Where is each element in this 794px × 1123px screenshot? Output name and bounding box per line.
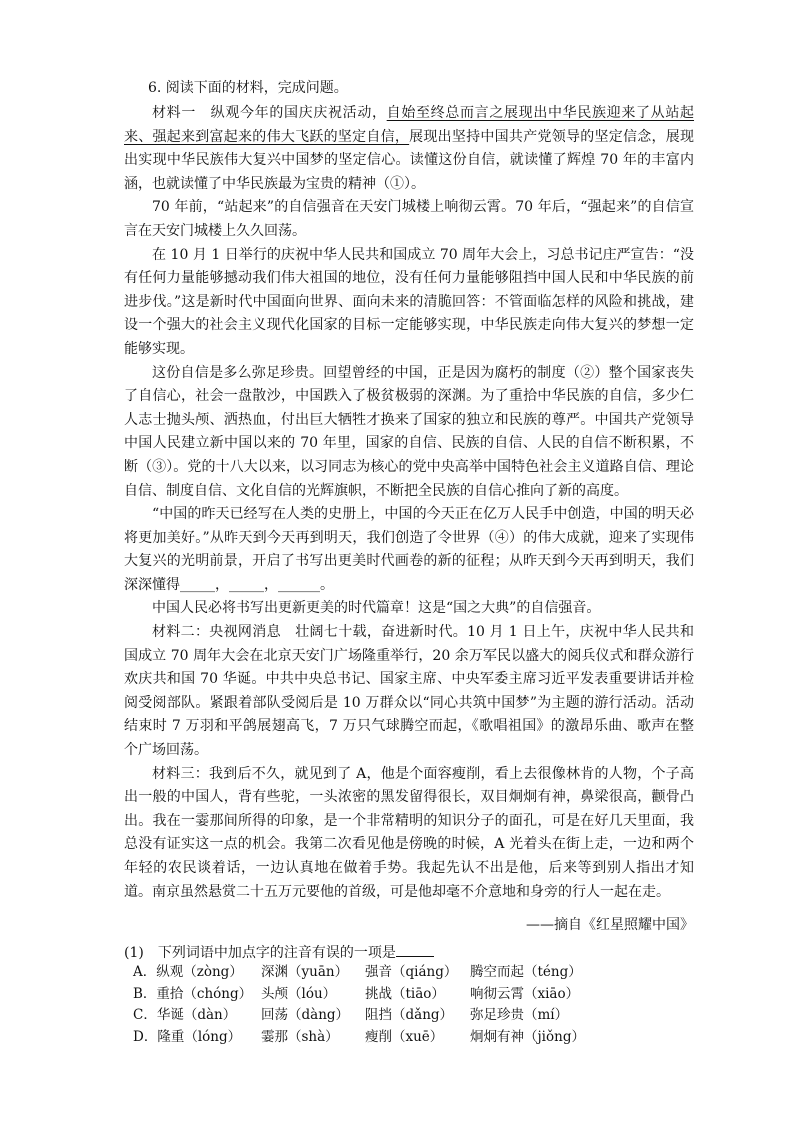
question-title: 6. 阅读下面的材料，完成问题。 — [148, 80, 348, 96]
source-citation: ——摘自《红星照耀中国》 — [526, 917, 694, 933]
option-word: 隆重（lóng） — [157, 1028, 242, 1045]
option-d-item-3: 瘦削（xuē） — [365, 1028, 444, 1045]
option-d-item-1 — [133, 1027, 261, 1049]
option-c-item-2: 回荡（dàng） — [261, 1007, 350, 1023]
material-1-paragraph-3: 在 10 月 1 日举行的庆祝中华人民共和国成立 70 周年大会上，习总书记庄严宣告：“没有任何力量能够撼动我们伟大祖国的地位，没有任何力量能够阻挡中国人民和中华民族的前进步伐。”这是新时代中国面向世界、面向未来的清脆回答：不管面临怎样的风险和挑战，建设一个强大的社会主义现代化国家的目标一定能够实现，中华民族走向伟大复兴的梦想一定能够实现。 — [124, 246, 694, 357]
material-1-paragraph-6: 中国人民必将书写出更新更美的时代篇章！这是“国之大典”的自信强音。 — [152, 600, 601, 617]
option-letter: D． — [133, 1028, 158, 1045]
subquestion-1 — [124, 942, 434, 964]
answer-blank[interactable] — [396, 942, 434, 957]
option-word: 纵观（zòng） — [156, 964, 243, 980]
option-d-item-2: 霎那（shà） — [261, 1028, 339, 1045]
option-c-item-1 — [133, 1005, 261, 1027]
option-b[interactable] — [133, 984, 585, 1006]
option-letter: C． — [133, 1007, 157, 1023]
option-c-item-3: 阻挡（dǎng） — [365, 1007, 454, 1023]
option-a-item-4: 腾空而起（téng） — [470, 964, 582, 980]
underlined-sentence: 自始至终总而言之展现出中华民族迎来了从站起来、强起来到富起来的伟大飞跃的坚定自信， — [124, 105, 695, 145]
option-a-item-2: 深渊（yuān） — [261, 964, 349, 980]
option-a-item-1 — [133, 962, 261, 984]
option-word: 华诞（dàn） — [156, 1007, 237, 1023]
option-letter: B． — [133, 985, 157, 1002]
option-word: 重拾（chóng） — [156, 985, 253, 1002]
material-1-rest: 展现出坚持中国共产党领导的坚定信念，展现出实现中华民族伟大复兴中国梦的坚定信心。读懂这份自信，就读懂了辉煌 70 年的丰富内涵，也就读懂了中华民族最为宝贵的精神（①）。 — [124, 128, 695, 192]
material-1-paragraph-4: 这份自信是多么弥足珍贵。回望曾经的中国，正是因为腐朽的制度（②）整个国家丧失了自信心，社会一盘散沙，中国跌入了极贫极弱的深渊。为了重拾中华民族的自信，多少仁人志士抛头颅、洒热血，付出巨大牺牲才换来了国家的独立和民族的尊严。中国共产党领导中国人民建立新中国以来的 70 年里，国家的自信、民族的自信、人民的自信不断积累，不断（③）。党的十八大以来，以习同志为核心的党中央高举中国特色社会主义道路自信、理论自信、制度自信、文化自信的光辉旗帜，不断把全民族的自信心推向了新的高度。 — [124, 364, 694, 499]
option-a[interactable] — [133, 962, 585, 984]
material-2-paragraph: 材料二：央视网消息 壮阔七十载，奋进新时代。10 月 1 日上午，庆祝中华人民共和国成立 70 周年大会在北京天安门广场隆重举行，20 余万军民以盛大的阅兵仪式和群众游行欢庆共和国 70 华诞。中共中央总书记、国家主席、中央军委主席习近平发表重要讲话并检阅受阅部队。紧跟着部队受阅后是 10 万群众以“同心共筑中国梦”为主题的游行活动。活动结束时 7 万羽和平鸽展翅高飞，7 万只气球腾空而起，《歌唱祖国》的激昂乐曲、歌声在整个广场回荡。 — [124, 624, 694, 759]
option-b-item-3: 挑战（tiāo） — [365, 985, 445, 1002]
material-1-lead: 材料一 纵观今年的国庆庆祝活动， — [152, 105, 387, 121]
option-letter: A． — [133, 964, 157, 980]
option-d[interactable] — [133, 1027, 585, 1049]
option-b-item-1 — [133, 984, 261, 1006]
material-3-paragraph: 材料三：我到后不久，就见到了 A，他是个面容瘦削，看上去很像林肯的人物，个子高出一般的中国人，背有些驼，一头浓密的黑发留得很长，双目炯炯有神，鼻梁很高，颧骨凸出。我在一霎那间所得的印象，是一个非常精明的知识分子的面孔，可是在好几天里面，我总没有证实这一点的机会。我第二次看见他是傍晚的时候，A 光着头在街上走，一边和两个年轻的农民谈着话，一边认真地在做着手势。我起先认不出是他，后来等到别人指出才知道。南京虽然悬赏二十五万元要他的首级，可是他却毫不介意地和身旁的行人一起在走。 — [124, 765, 694, 900]
subquestion-label: (1) 下列词语中加点字的注音有误的一项是 — [124, 945, 396, 961]
option-b-item-4: 响彻云霄（xiāo） — [470, 985, 580, 1002]
option-c[interactable] — [133, 1005, 585, 1027]
material-1-paragraph-2: 70 年前，“站起来”的自信强音在天安门城楼上响彻云霄。70 年后，“强起来”的自信宣言在天安门城楼上久久回荡。 — [124, 199, 694, 239]
option-b-item-2: 头颅（lóu） — [261, 985, 337, 1002]
reading-passages — [124, 102, 694, 904]
option-a-item-3: 强音（qiáng） — [365, 964, 458, 980]
material-1-paragraph-1 — [124, 102, 694, 196]
answer-options — [133, 962, 585, 1048]
option-c-item-4: 弥足珍贵（mí） — [470, 1007, 569, 1023]
material-1-paragraph-5: “中国的昨天已经写在人类的史册上，中国的今天正在亿万人民手中创造，中国的明天必将更加美好。”从昨天到今天再到明天，我们创造了令世界（④）的伟大成就，迎来了实现伟大复兴的光明前景，开启了书写出更美时代画卷的新的征程；从昨天到今天再到明天，我们深深懂得_____，_____，______。 — [124, 506, 694, 593]
option-d-item-4: 炯炯有神（jiǒng） — [470, 1028, 585, 1045]
